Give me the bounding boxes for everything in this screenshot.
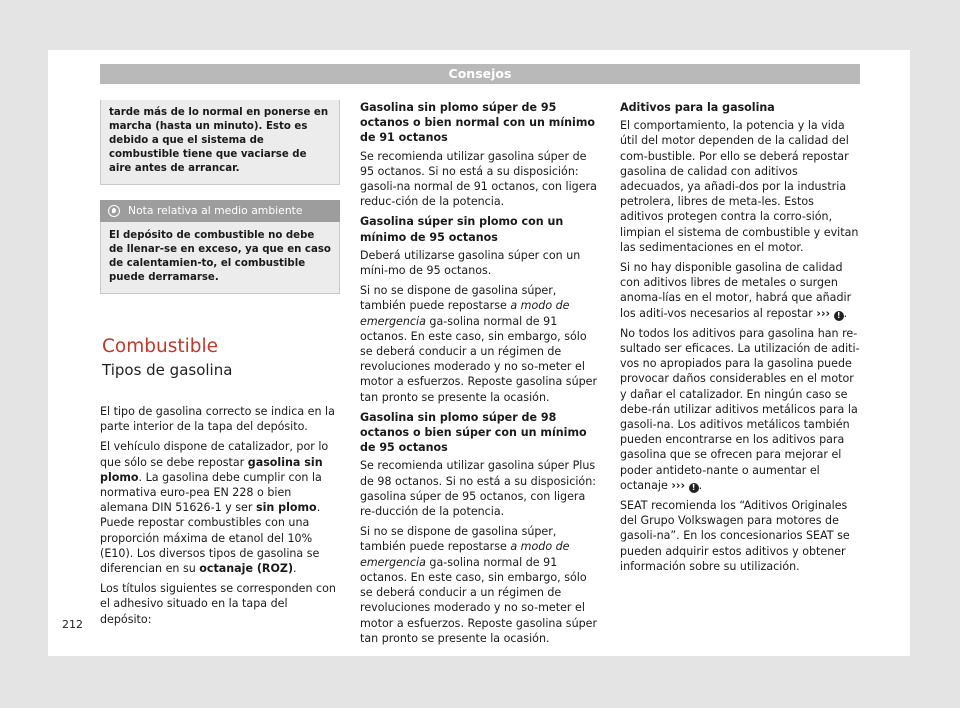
text-run-bold: sin plomo xyxy=(255,501,317,515)
paragraph-emergency-2 xyxy=(360,524,600,646)
text-run-italic: a modo de emergencia xyxy=(360,540,570,569)
text-run: . Puede repostar combustibles con una proporción máxima de etanol del 10% (E10). Los diversos tipos de gasolina se diferencian en su xyxy=(100,501,321,576)
text-run: El vehículo dispone de catalizador, por lo que sólo se debe repostar xyxy=(100,440,329,469)
heading-min-95: Gasolina súper sin plomo con un mínimo de 95 octanos xyxy=(360,215,564,244)
paragraph-2 xyxy=(100,439,340,576)
notice-box xyxy=(100,100,340,185)
environment-note-header xyxy=(100,200,340,222)
text-run: . xyxy=(293,562,297,576)
paragraph-additives-4: SEAT recomienda los “Aditivos Originales del Grupo Volkswagen para motores de gasoli-na”. En los concesionarios SEAT se pueden adquirir estos aditivos y obtener información sobre su utilización. xyxy=(620,499,850,573)
environment-note-body xyxy=(100,222,340,294)
text-run: No todos los aditivos para gasolina han re-sultado ser eficaces. La utilización de aditi-vos no apropiados para la gasolina puede provocar daños considerables en el motor y dañar el catalizador. En ningún caso se debe-rán utilizar aditivos metálicos para la gasoli-na. Los aditivos metálicos también pueden encontrarse en los aditivos para gasolina que se ofrecen para mejorar el poder antideto-nante o aumentar el octanaje xyxy=(620,326,860,492)
heading-95-or-91: Gasolina sin plomo súper de 95 octanos o bien normal con un mínimo de 91 octanos xyxy=(360,101,596,145)
paragraph-3: Los títulos siguientes se corresponden con el adhesivo situado en la tapa del depósito: xyxy=(100,582,336,626)
paragraph-95-or-91: Se recomienda utilizar gasolina súper de 95 octanos. Si no está a su disposición: gasoli-na normal de 91 octanos, con ligera reduc-ción de la potencia. xyxy=(360,149,597,209)
leaf-icon xyxy=(108,205,120,217)
text-run-bold: gasolina sin plomo xyxy=(100,455,323,484)
paragraph-additives-2: Si no hay disponible gasolina de calidad con aditivos libres de metales o surgen anoma-lías en el motor, habrá que añadir los aditi-vos necesarios al repostar ››› ! . xyxy=(620,261,852,320)
paragraph-1: El tipo de gasolina correcto se indica en la parte interior de la tapa del depósito. xyxy=(100,405,335,434)
text-run: ga-solina normal de 91 octanos. En este caso, sin embargo, sólo se deberá conducir a un régimen de revoluciones moderado y no so-meter el motor a esfuerzos. Reposte gasolina súper tan pronto se presente la ocasión. xyxy=(360,555,598,645)
column-right xyxy=(620,100,860,579)
text-run: ga-solina normal de 91 octanos. En este caso, sin embargo, sólo se deberá conducir a un régimen de revoluciones moderado y no so-meter el motor a esfuerzos. Reposte gasolina súper tan pronto se presente la ocasión. xyxy=(360,314,598,404)
chapter-header-bar xyxy=(100,64,860,84)
section-title: Combustible xyxy=(102,336,219,357)
environment-note-text: El depósito de combustible no debe de llenar-se en exceso, ya que en caso de calentamien-to, el combustible puede derramarse. xyxy=(109,230,331,283)
heading-98-or-95: Gasolina sin plomo súper de 98 octanos o bien súper con un mínimo de 95 octanos xyxy=(360,410,587,455)
warning-icon: ! xyxy=(834,311,844,321)
cross-reference-arrow[interactable]: ››› xyxy=(816,306,831,320)
paragraph-min-95: Deberá utilizarse gasolina súper con un míni-mo de 95 octanos. xyxy=(360,248,581,278)
column-middle xyxy=(360,100,600,651)
warning-icon: ! xyxy=(689,483,699,493)
environment-note-label: Nota relativa al medio ambiente xyxy=(128,204,303,217)
cross-reference-arrow[interactable]: ››› xyxy=(671,478,686,492)
chapter-title: Consejos xyxy=(448,66,512,81)
paragraph-additives-1: El comportamiento, la potencia y la vida útil del motor dependen de la calidad del com-bustible. Por ello se deberá repostar gasolina de calidad con aditivos adecuados, ya añadi-dos por la industria petrolera, libres de meta-les. Estos aditivos protegen contra la corro-sión, limpian el sistema de combustible y evitan las sedimentaciones en el motor. xyxy=(620,119,859,254)
column-left xyxy=(100,100,340,632)
notice-text: tarde más de lo normal en ponerse en marcha (hasta un minuto). Esto es debido a que el sistema de combustible tiene que vaciarse de aire antes de arrancar. xyxy=(109,107,329,174)
text-run: Si no se dispone de gasolina súper, también puede repostarse xyxy=(360,284,557,313)
paragraph-additives-3: No todos los aditivos para gasolina han re-sultado ser eficaces. La utilización de aditi-vos no apropiados para la gasolina puede provocar daños considerables en el motor y dañar el catalizador. En ningún caso se debe-rán utilizar aditivos metálicos para la gasoli-na. Los aditivos metálicos también pueden encontrarse en los aditivos para gasolina que se ofrecen para mejorar el poder antideto-nante o aumentar el octanaje ››› ! . xyxy=(620,326,860,492)
text-run: Si no hay disponible gasolina de calidad con aditivos libres de metales o surgen anoma-lías en el motor, habrá que añadir los aditi-vos necesarios al repostar xyxy=(620,261,852,320)
page-number: 212 xyxy=(62,618,83,631)
text-run: Si no se dispone de gasolina súper, también puede repostarse xyxy=(360,525,557,554)
heading-additives: Aditivos para la gasolina xyxy=(620,101,775,114)
paragraph-98-or-95: Se recomienda utilizar gasolina súper Plus de 98 octanos. Si no está a su disposición: gasolina súper de 95 octanos, con ligera re-ducción de la potencia. xyxy=(360,459,596,519)
section-subtitle: Tipos de gasolina xyxy=(102,361,233,379)
text-run-italic: a modo de emergencia xyxy=(360,299,570,328)
paragraph-emergency-1 xyxy=(360,283,600,405)
text-run-bold: octanaje (ROZ) xyxy=(199,562,294,576)
text-run: . La gasolina debe cumplir con la normativa euro-pea EN 228 o bien alemana DIN 51626-1 y ser xyxy=(100,470,322,515)
